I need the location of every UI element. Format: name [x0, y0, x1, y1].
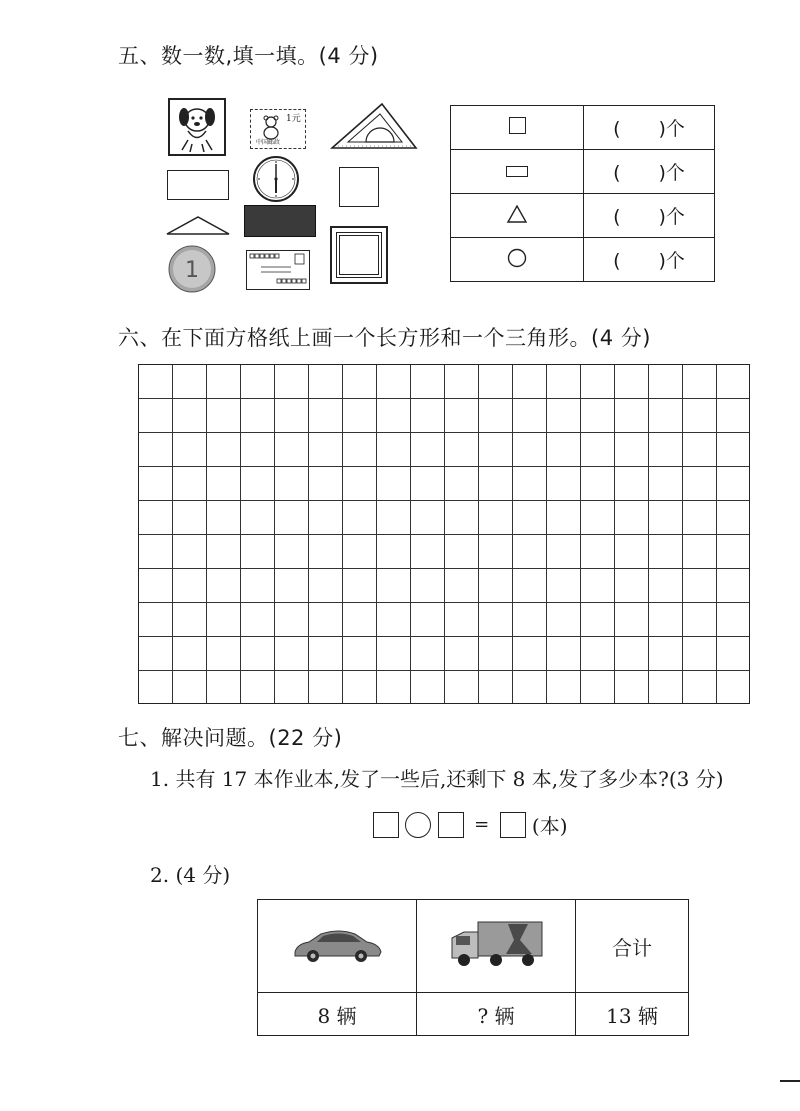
rectangle-shape — [167, 170, 229, 200]
table-row — [451, 106, 715, 150]
triangle-icon — [507, 205, 527, 223]
answer-box[interactable] — [373, 812, 399, 838]
table-row — [451, 238, 715, 282]
answer-blank[interactable]: ( )个 — [584, 106, 715, 150]
shape-count-table — [450, 105, 715, 282]
handkerchief-square — [330, 226, 388, 284]
circle-icon — [507, 248, 527, 268]
rectangle-icon — [506, 166, 528, 177]
cars-count: 8 辆 — [258, 993, 417, 1036]
vehicle-table — [257, 899, 689, 1036]
svg-text:1: 1 — [185, 258, 199, 283]
answer-box[interactable] — [438, 812, 464, 838]
answer-box[interactable] — [500, 812, 526, 838]
car-icon — [291, 926, 383, 962]
equation-row — [373, 810, 568, 839]
total-count: 13 辆 — [576, 993, 689, 1036]
postage-stamp — [250, 109, 306, 149]
answer-blank[interactable]: ( )个 — [584, 194, 715, 238]
clock-icon — [252, 155, 300, 203]
envelope-icon — [246, 250, 310, 290]
section-5-heading: 五、数一数,填一填。(4 分) — [118, 44, 379, 68]
unit-label: (本) — [531, 814, 568, 838]
stamp-value: 1元 — [286, 114, 301, 124]
total-header: 合计 — [576, 900, 689, 993]
section-6-heading: 六、在下面方格纸上画一个长方形和一个三角形。(4 分) — [118, 326, 651, 350]
truck-icon — [448, 920, 544, 968]
problem-1-text: 1. 共有 17 本作业本,发了一些后,还剩下 8 本,发了多少本?(3 分) — [150, 767, 724, 791]
coin-icon — [168, 245, 216, 293]
equals-sign: = — [474, 814, 490, 835]
section-7-heading: 七、解决问题。(22 分) — [118, 726, 343, 750]
operator-circle[interactable] — [405, 812, 431, 838]
problem-2-text: 2. (4 分) — [150, 863, 231, 887]
trucks-count[interactable]: ? 辆 — [417, 993, 576, 1036]
drawing-grid[interactable] — [138, 364, 750, 704]
dog-card-icon — [168, 98, 226, 156]
square-shape — [339, 167, 379, 207]
square-icon — [509, 117, 526, 134]
dark-rectangle — [244, 205, 316, 237]
table-row — [451, 150, 715, 194]
set-square-icon — [330, 102, 418, 152]
table-row — [451, 194, 715, 238]
table-row — [258, 900, 689, 993]
triangle-shape — [166, 215, 230, 235]
page-edge-mark — [780, 1080, 800, 1082]
table-row — [258, 993, 689, 1036]
stamp-country: 中国邮政 — [256, 139, 281, 146]
answer-blank[interactable]: ( )个 — [584, 150, 715, 194]
answer-blank[interactable]: ( )个 — [584, 238, 715, 282]
